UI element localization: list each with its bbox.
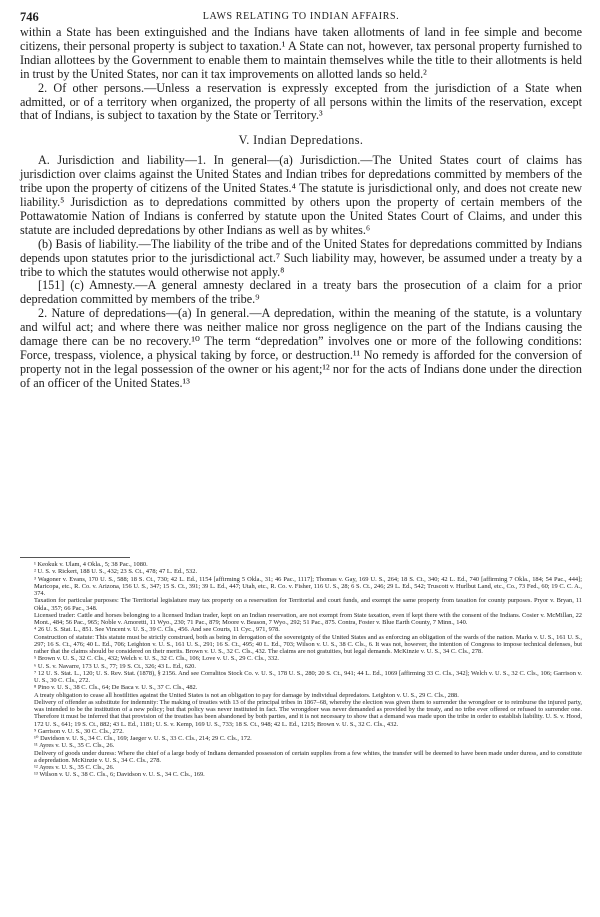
footnote: ⁸ Pino v. U. S., 38 C. Cls., 64; De Baca v. U. S., 37 C. Cls., 482. bbox=[34, 684, 198, 692]
running-head: LAWS RELATING TO INDIAN AFFAIRS. bbox=[202, 11, 400, 22]
footnote-note: Delivery of goods under duress: Where the chief of a large body of Indians demanded possession of certain supplies from a few whites, the transfer will be deemed to have been made under duress, and to constitute a depredation. McKinzie v. U. S., 34 C. Cls., 278. bbox=[34, 749, 582, 764]
main-text bbox=[20, 26, 582, 391]
section-heading: V. Indian Depredations. bbox=[238, 133, 364, 148]
footnote: ¹³ Wilson v. U. S., 38 C. Cls., 6; Davidson v. U. S., 34 C. Cls., 169. bbox=[34, 771, 205, 779]
paragraph-nature-of-depredations: 2. Nature of depredations—(a) In general.—A depredation, within the meaning of the statute, is a voluntary and wilful act; and where there was neither malice nor gross negligence on the part of the Indians causing the damage there can be no recovery.¹⁰ The term “depredation” involves one or more of the following conditions: Force, trespass, violence, a physical taking by force, or destruction.¹¹ No remedy is afforded for the conversion of property not in the legal possession of the owner or his agent;¹² nor for the acts of Indians done under the direction of an officer of the United States.¹³ bbox=[20, 306, 582, 390]
footnote: ⁹ Garrison v. U. S., 30 C. Cls., 272. bbox=[34, 727, 124, 735]
footnotes bbox=[20, 561, 582, 779]
footnote: ¹ Keokuk v. Ulam, 4 Okla., 5; 38 Pac., 1080. bbox=[34, 561, 148, 568]
footnote: ¹² Ayres v. U. S., 35 C. Cls., 26. bbox=[34, 764, 115, 771]
footnote-rule bbox=[20, 557, 130, 558]
paragraph-amnesty: [151] (c) Amnesty.—A general amnesty declared in a treaty bars the prosecution of a claim for a prior depredation committed by members of the tribe.⁹ bbox=[20, 278, 582, 307]
footnote: ⁴ 26 U. S. Stat. L., 851. See Vincent v. U. S., 39 C. Cls., 456. And see Courts, 11 Cyc., 971, 978. bbox=[34, 626, 280, 634]
footnote: ¹¹ Ayres v. U. S., 35 C. Cls., 26. bbox=[34, 742, 115, 750]
paragraph-jurisdiction: A. Jurisdiction and liability—1. In general—(a) Jurisdiction.—The United States court of claims has jurisdiction over claims against the United States and Indian tribes for depredations committed by members of the tribe upon the property of citizens of the United States.⁴ The statute is jurisdictional only, and does not create new liability.⁵ Jurisdiction as to depredations committed by others upon the property of certain members of the Pottawatomie Nation of Indians is conferred by statute upon the United States Court of Claims, and under this statute are included depredations by other Indians as well as by whites.⁶ bbox=[20, 153, 582, 237]
footnote-note: Delivery of offender as substitute for indemnity: The making of treaties with 13 of the principal tribes in 1867–68, whereby the election was given them to surrender the wrongdoer or to reimburse the injured party, was intended to be the institution of a new policy; but that policy was never instituted in fact. The wrongdoer was never demanded as provided by the treaty, and no tribe ever offered or refused to surrender one. Therefore it must be inferred that that provision of the treaties has been abandoned by both parties, and it is not necessary to show that a demand was made upon the tribe in order to establish liability. U. S. v. Hood, 172 U. S., 641; 19 S. Ct., 882; 43 L. Ed., 1181; U. S. v. Kemp, 169 U. S., 733; 18 S. Ct., 948; 42 L. Ed., 1215; Brown v. U. S., 32 C. Cls., 432. bbox=[34, 698, 582, 728]
footnote-note: A treaty obligation to cease all hostilities against the United States is not an obligation to pay for damage by individual depredators. Leighton v. U. S., 29 C. Cls., 288. bbox=[34, 691, 459, 699]
footnote-note: Construction of statute: This statute must be strictly construed, both as being in derogation of the sovereignty of the United States and as enforcing an obligation of the wards of the nation. Marks v. U. S., 161 U. S., 297; 16 S. Ct., 476; 40 L. Ed., 706; Leighton v. U. S., 161 U. S., 291; 16 S. Ct., 495; 40 L. Ed., 703; Wilson v. U. S., 38 C. Cls., 6. It was not, however, the intention of Congress to impose technical defenses, but rather that the claims should be considered on their merits. Brown v. U. S., 32 C. Cls., 432. The claims are not gratuities, but legal demands. McKinzie v. U. S., 34 C. Cls., 278. bbox=[34, 633, 582, 655]
paragraph-basis-of-liability: (b) Basis of liability.—The liability of the tribe and of the United States for depredations committed by Indians depends upon statutes prior to the jurisdictional act.⁷ Such liability may, however, be assumed under a treaty by a tribe to which the statutes would otherwise not apply.⁸ bbox=[20, 236, 582, 279]
page-header bbox=[20, 10, 582, 24]
footnote: ⁷ 12 U. S. Stat. L., 120; U. S. Rev. Stat. (1878), § 2156. And see Corralitos Stock Co. v. U. S., 178 U. S., 280; 20 S. Ct., 941; 44 L. Ed., 1069 [affirming 33 C. Cls., 342]; Welch v. U. S., 32 C. Cls., 106; Garrison v. U. S., 30 C. Cls., 272. bbox=[34, 669, 582, 684]
paragraph-other-persons: 2. Of other persons.—Unless a reservation is expressly excepted from the jurisdiction of a State when admitted, or of a territory when organized, the property of all persons within the limits of the reservation, except that of Indians, is subject to taxation by the State or Territory.³ bbox=[20, 80, 582, 123]
footnote: ⁵ Brown v. U. S., 32 C. Cls., 432; Welch v. U. S., 32 C. Cls., 106; Love v. U. S., 29 C. Cls., 332. bbox=[34, 655, 279, 663]
footnote: ¹⁰ Davidson v. U. S., 34 C. Cls., 169; Jaeger v. U. S., 33 C. Cls., 214; 29 C. Cls., 172. bbox=[34, 735, 252, 742]
footnote: ² U. S. v. Rickert, 188 U. S., 432; 23 S. Ct., 478; 47 L. Ed., 532. bbox=[34, 568, 198, 576]
footnote-note: Licensed trader: Cattle and horses belonging to a licensed Indian trader, kept on an Indian reservation, are not exempt from State taxation, even if kept there with the consent of the Indians. Cosier v. McMillan, 22 Mont., 484; 56 Pac., 965; Noble v. Amoretti, 11 Wyo., 230; 71 Pac., 879; Moore v. Beason, 7 Wyo., 292; 51 Pac., 875. Contra, Foster v. Blue Earth County, 7 Minn., 140. bbox=[34, 611, 582, 626]
footnote: ⁶ U. S. v. Navarre, 173 U. S., 77; 19 S. Ct., 326; 43 L. Ed., 620. bbox=[34, 662, 196, 670]
page-number: 746 bbox=[20, 10, 39, 24]
footnote-note: Taxation for particular purposes: The Territorial legislature may tax property on a reservation for Territorial and court funds, and exempt the same property from taxation for county purposes. Pryor v. Bryan, 11 Okla., 357; 66 Pac., 348. bbox=[34, 597, 582, 612]
paragraph-continuation: within a State has been extinguished and the Indians have taken allotments of land in fee simple and become citizens, their personal property is subject to taxation.¹ A State can not, however, tax personal property furnished to Indian allottees by the Government to enable them to maintain themselves while the title to their allotments is held in trust by the United States, nor can it tax improvements on allotted lands so held.² bbox=[20, 25, 582, 81]
footnote: ³ Wagoner v. Evans, 170 U. S., 588; 18 S. Ct., 730; 42 L. Ed., 1154 [affirming 5 Okla., 31; 46 Pac., 1117]; Thomas v. Gay, 169 U. S., 264; 18 S. Ct., 340; 42 L. Ed., 740 [affirming 7 Okla., 184; 54 Pac., 444]; Maricopa, etc., R. Co. v. Arizona, 156 U. S., 347; 15 S. Ct., 391; 39 L. Ed., 447; Utah, etc., R. Co. v. Fisher, 116 U. S., 28; 6 S. Ct., 246; 29 L. Ed., 542; Truscott v. Hurlbut Land, etc., Co., 73 Fed., 60; 19 C. C. A., 374. bbox=[34, 575, 582, 597]
